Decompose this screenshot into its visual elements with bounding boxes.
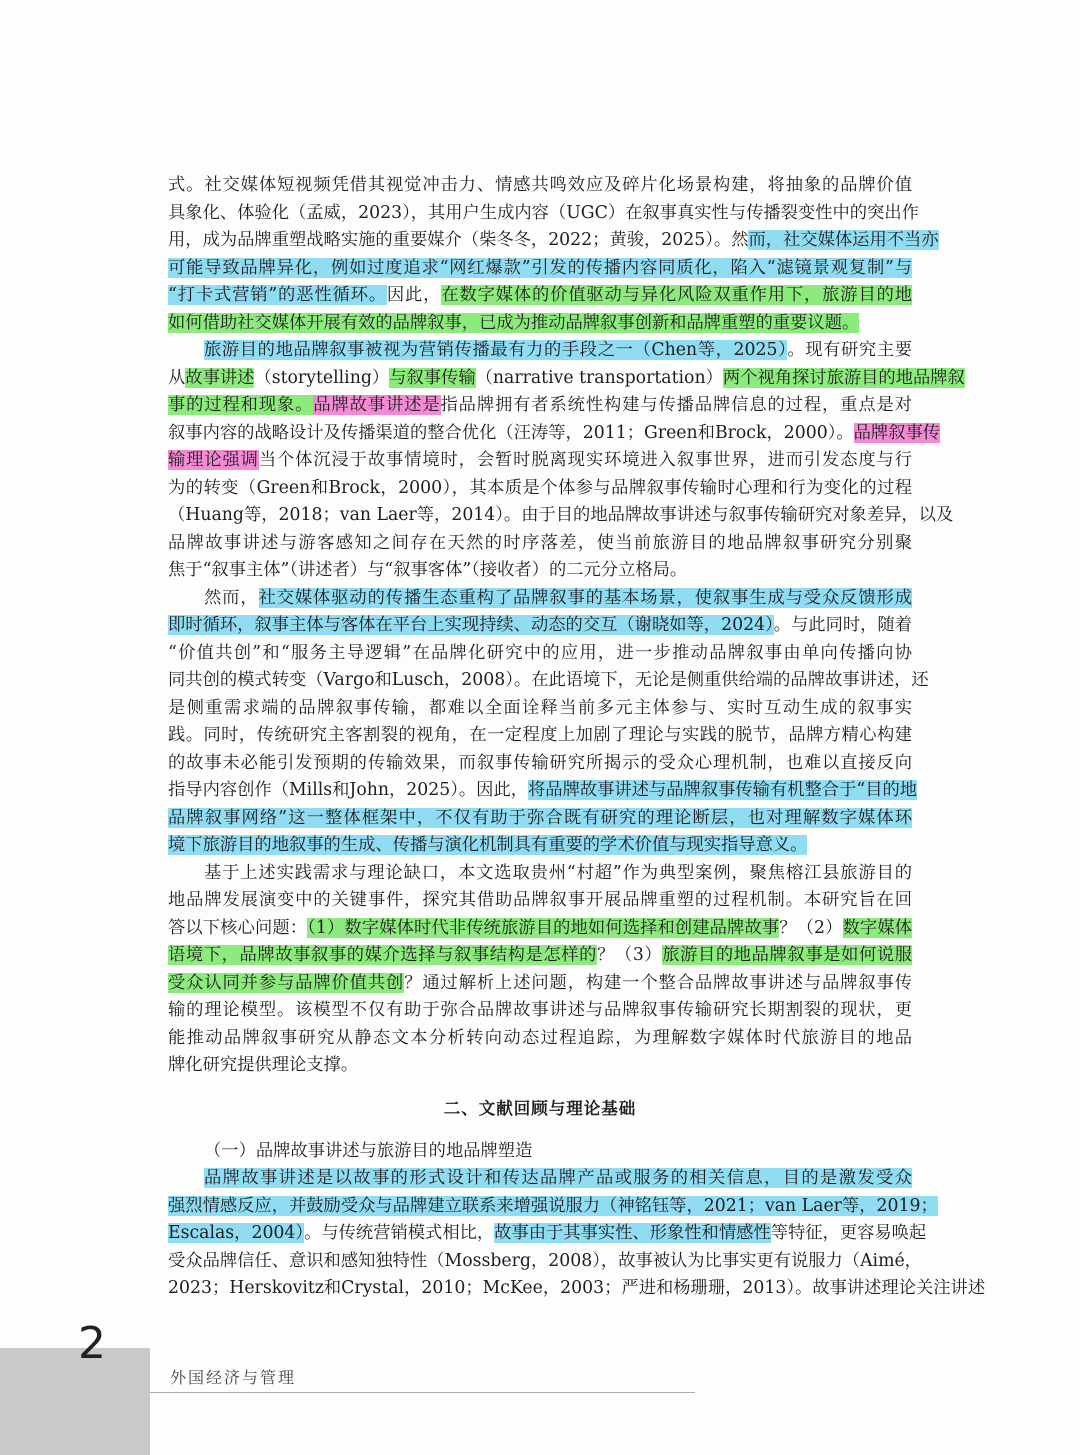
text-line: [168, 502, 954, 530]
text-segment: 2023；Herskovitz和Crystal，2010；McKee，2003；严进和杨珊珊，2013）。故事讲述理论关注讲述: [168, 1278, 986, 1298]
text-line: [168, 640, 912, 668]
text-line: [168, 365, 965, 393]
paragraph-group: [168, 172, 965, 1080]
text-segment: 用，成为品牌重塑战略实施的重要媒介（柴冬冬，2022；黄骏，2025）。然: [168, 230, 749, 250]
text-line: [168, 667, 929, 695]
highlighted-text: 数字媒体: [842, 917, 912, 938]
text-line: [168, 227, 939, 255]
text-line: [168, 832, 912, 860]
text-line: [168, 447, 912, 475]
text-line: [168, 777, 918, 805]
paragraph: [168, 172, 939, 337]
text-segment: 地品牌发展演变中的关键事件，探究其借助品牌叙事开展品牌重塑的过程机制。本研究旨在回: [168, 890, 912, 910]
highlighted-text: 受众认同并参与品牌价值共创: [168, 972, 405, 993]
section-heading: 二、文献回顾与理论基础: [443, 1098, 637, 1118]
highlighted-text: 而，社交媒体运用不当亦: [748, 230, 939, 250]
article-body: [168, 172, 986, 1303]
text-segment: ？（3）: [597, 945, 663, 965]
text-segment: （storytelling）: [254, 367, 390, 388]
highlighted-text: 输理论强调: [168, 450, 259, 470]
text-line: [168, 255, 912, 283]
text-segment: 受众品牌信任、意识和感知独特性（Mossberg，2008），故事被认为比事实更有说服力（Aimé，: [168, 1250, 922, 1271]
text-line: [168, 1275, 986, 1303]
highlighted-text: 事的过程和现象。: [168, 395, 314, 415]
text-segment: 能推动品牌叙事研究从静态文本分析转向动态过程追踪，为理解数字媒体时代旅游目的地品: [168, 1027, 912, 1048]
highlighted-text: 品牌叙事传: [853, 422, 941, 443]
highlighted-text: 故事由于其事实性、形象性和情感性: [494, 1223, 771, 1243]
text-segment: （narrative transportation）: [475, 367, 723, 388]
text-segment: 同共创的模式转变（Vargo和Lusch，2008）。在此语境下，无论是侧重供给端的品牌故事讲述，还: [168, 670, 929, 690]
text-segment: 式。社交媒体短视频凭借其视觉冲击力、情感共鸣效应及碎片化场景构建，将抽象的品牌价值: [168, 175, 912, 195]
highlighted-text: （1）数字媒体时代非传统旅游目的地如何选择和创建品牌故事: [307, 917, 780, 938]
highlighted-text: 如何借助社交媒体开展有效的品牌叙事，已成为推动品牌叙事创新和品牌重塑的重要议题。: [168, 312, 860, 333]
text-segment: ？（2）: [779, 917, 843, 938]
page-number: 2: [78, 1318, 106, 1369]
text-line: [168, 695, 912, 723]
text-segment: 输的理论模型。该模型不仅有助于弥合品牌故事讲述与品牌叙事传输研究长期割裂的现状，更: [168, 1000, 912, 1020]
text-line: [168, 1193, 938, 1221]
text-segment: 牌化研究提供理论支撑。: [168, 1055, 359, 1075]
paragraph: [168, 337, 965, 585]
text-line: [168, 337, 912, 365]
text-line: [168, 282, 912, 310]
text-line: [168, 475, 912, 503]
highlighted-text: 语境下，品牌故事叙事的媒介选择与叙事结构是怎样的: [168, 945, 598, 965]
text-line: [168, 887, 912, 915]
highlighted-text: 品牌叙事网络”这一整体框架中，不仅有助于弥合既有研究的理论断层，也对理解数字媒体环: [168, 807, 912, 828]
subsection-heading: （一）品牌故事讲述与旅游目的地品牌塑造: [204, 1140, 533, 1161]
text-line: [168, 530, 912, 558]
highlighted-text: 社交媒体驱动的传播生态重构了品牌叙事的基本场景，使叙事生成与受众反馈形成: [258, 587, 912, 608]
text-segment: 焦于“叙事主体”（讲述者）与“叙事客体”（接收者）的二元分立格局。: [168, 560, 688, 580]
text-segment: 践。同时，传统研究主客割裂的视角，在一定程度上加剧了理论与实践的脱节，品牌方精心构建: [168, 725, 912, 745]
text-segment: 指品牌拥有者系统性构建与传播品牌信息的过程，重点是对: [440, 395, 912, 415]
text-line: [168, 1220, 927, 1248]
text-segment: 是侧重需求端的品牌叙事传输，都难以全面诠释当前多元主体参与、实时互动生成的叙事实: [168, 697, 912, 718]
text-segment: 品牌故事讲述与游客感知之间存在天然的时序落差，使当前旅游目的地品牌叙事研究分别聚: [168, 532, 912, 553]
text-line: [168, 1025, 912, 1053]
paragraph: [168, 860, 912, 1080]
highlighted-text: 即时循环，叙事主体与客体在平台上实现持续、动态的交互（谢晓如等，2024）: [168, 615, 774, 635]
text-segment: 因此，: [386, 285, 442, 305]
text-line: [168, 420, 941, 448]
text-segment: 答以下核心问题：: [168, 917, 308, 938]
highlighted-text: “打卡式营销”的恶性循环。: [168, 285, 387, 305]
text-segment: 从: [168, 367, 186, 388]
text-line: [168, 172, 912, 200]
text-segment: 。与此同时，随着: [773, 615, 912, 635]
footer-gray-block: [0, 1348, 150, 1455]
text-line: [168, 585, 912, 613]
text-line: [168, 557, 912, 585]
paragraph: [168, 1165, 986, 1303]
text-line: [168, 310, 912, 338]
footer-divider: [150, 1392, 695, 1393]
text-segment: 具象化、体验化（孟威，2023），其用户生成内容（UGC）在叙事真实性与传播裂变性中的突出作: [168, 202, 919, 223]
paragraph: [168, 585, 929, 860]
text-segment: 指导内容创作（Mills和John，2025）。因此，: [168, 780, 529, 800]
text-segment: 然而，: [204, 587, 259, 608]
text-line: [168, 722, 912, 750]
text-line: [168, 1165, 912, 1193]
text-segment: （Huang等，2018；van Laer等，2014）。由于目的地品牌故事讲述与叙事传输研究对象差异，以及: [168, 505, 954, 525]
text-segment: 当个体沉浸于故事情境时，会暂时脱离现实环境进入叙事世界，进而引发态度与行: [258, 450, 912, 470]
paragraph-literature: [168, 1165, 986, 1303]
text-segment: 的故事未必能引发预期的传输效果，而叙事传输研究所揭示的受众心理机制，也难以直接反向: [168, 752, 912, 773]
highlighted-text: 在数字媒体的价值驱动与异化风险双重作用下，旅游目的地: [441, 285, 912, 305]
highlighted-text: 品牌故事讲述是以故事的形式设计和传达品牌产品或服务的相关信息，目的是激发受众: [204, 1168, 912, 1188]
highlighted-text: 品牌故事讲述是: [313, 395, 441, 415]
text-line: [168, 200, 919, 228]
text-line: [168, 1052, 912, 1080]
highlighted-text: Escalas，2004）: [168, 1223, 305, 1243]
text-line: [168, 750, 912, 778]
text-line: [168, 1248, 922, 1276]
highlighted-text: 旅游目的地品牌叙事被视为营销传播最有力的手段之一（Chen等，2025）: [204, 340, 788, 360]
text-segment: 。与传统营销模式相比，: [304, 1223, 495, 1243]
text-line: [168, 860, 912, 888]
highlighted-text: 境下旅游目的地叙事的生成、传播与演化机制具有重要的学术价值与现实指导意义。: [168, 835, 808, 855]
highlighted-text: 将品牌故事讲述与品牌叙事传输有机整合于“目的地: [528, 780, 918, 800]
text-segment: “价值共创”和“服务主导逻辑”在品牌化研究中的应用，进一步推动品牌叙事由单向传播向协: [168, 642, 912, 663]
text-line: [168, 942, 912, 970]
highlighted-text: 可能导致品牌异化，例如过度追求“网红爆款”引发的传播内容同质化，陷入“滤镜景观复制”与: [168, 257, 912, 278]
journal-name: 外国经济与管理: [170, 1368, 297, 1387]
text-segment: 基于上述实践需求与理论缺口，本文选取贵州“村超”作为典型案例，聚焦榕江县旅游目的: [204, 862, 912, 883]
text-line: [168, 970, 912, 998]
text-line: [168, 392, 912, 420]
text-line: [168, 997, 912, 1025]
highlighted-text: 两个视角探讨旅游目的地品牌叙: [722, 367, 965, 388]
text-segment: 叙事内容的战略设计及传播渠道的整合优化（汪涛等，2011；Green和Brock，2000）。: [168, 422, 854, 443]
text-line: [168, 612, 912, 640]
text-segment: 。现有研究主要: [787, 340, 912, 360]
text-segment: 为的转变（Green和Brock，2000），其本质是个体参与品牌叙事传输时心理和行为变化的过程: [168, 477, 912, 498]
highlighted-text: 强烈情感反应，并鼓励受众与品牌建立联系来增强说服力（神铭钰等，2021；van Laer等，2019；: [168, 1195, 938, 1216]
highlighted-text: 与叙事传输: [389, 367, 476, 388]
text-line: [168, 915, 912, 943]
highlighted-text: 旅游目的地品牌叙事是如何说服: [662, 945, 912, 965]
text-segment: 等特征，更容易唤起: [770, 1223, 927, 1243]
text-segment: ？通过解析上述问题，构建一个整合品牌故事讲述与品牌叙事传: [404, 972, 912, 993]
text-line: [168, 805, 912, 833]
highlighted-text: 故事讲述: [185, 367, 255, 388]
